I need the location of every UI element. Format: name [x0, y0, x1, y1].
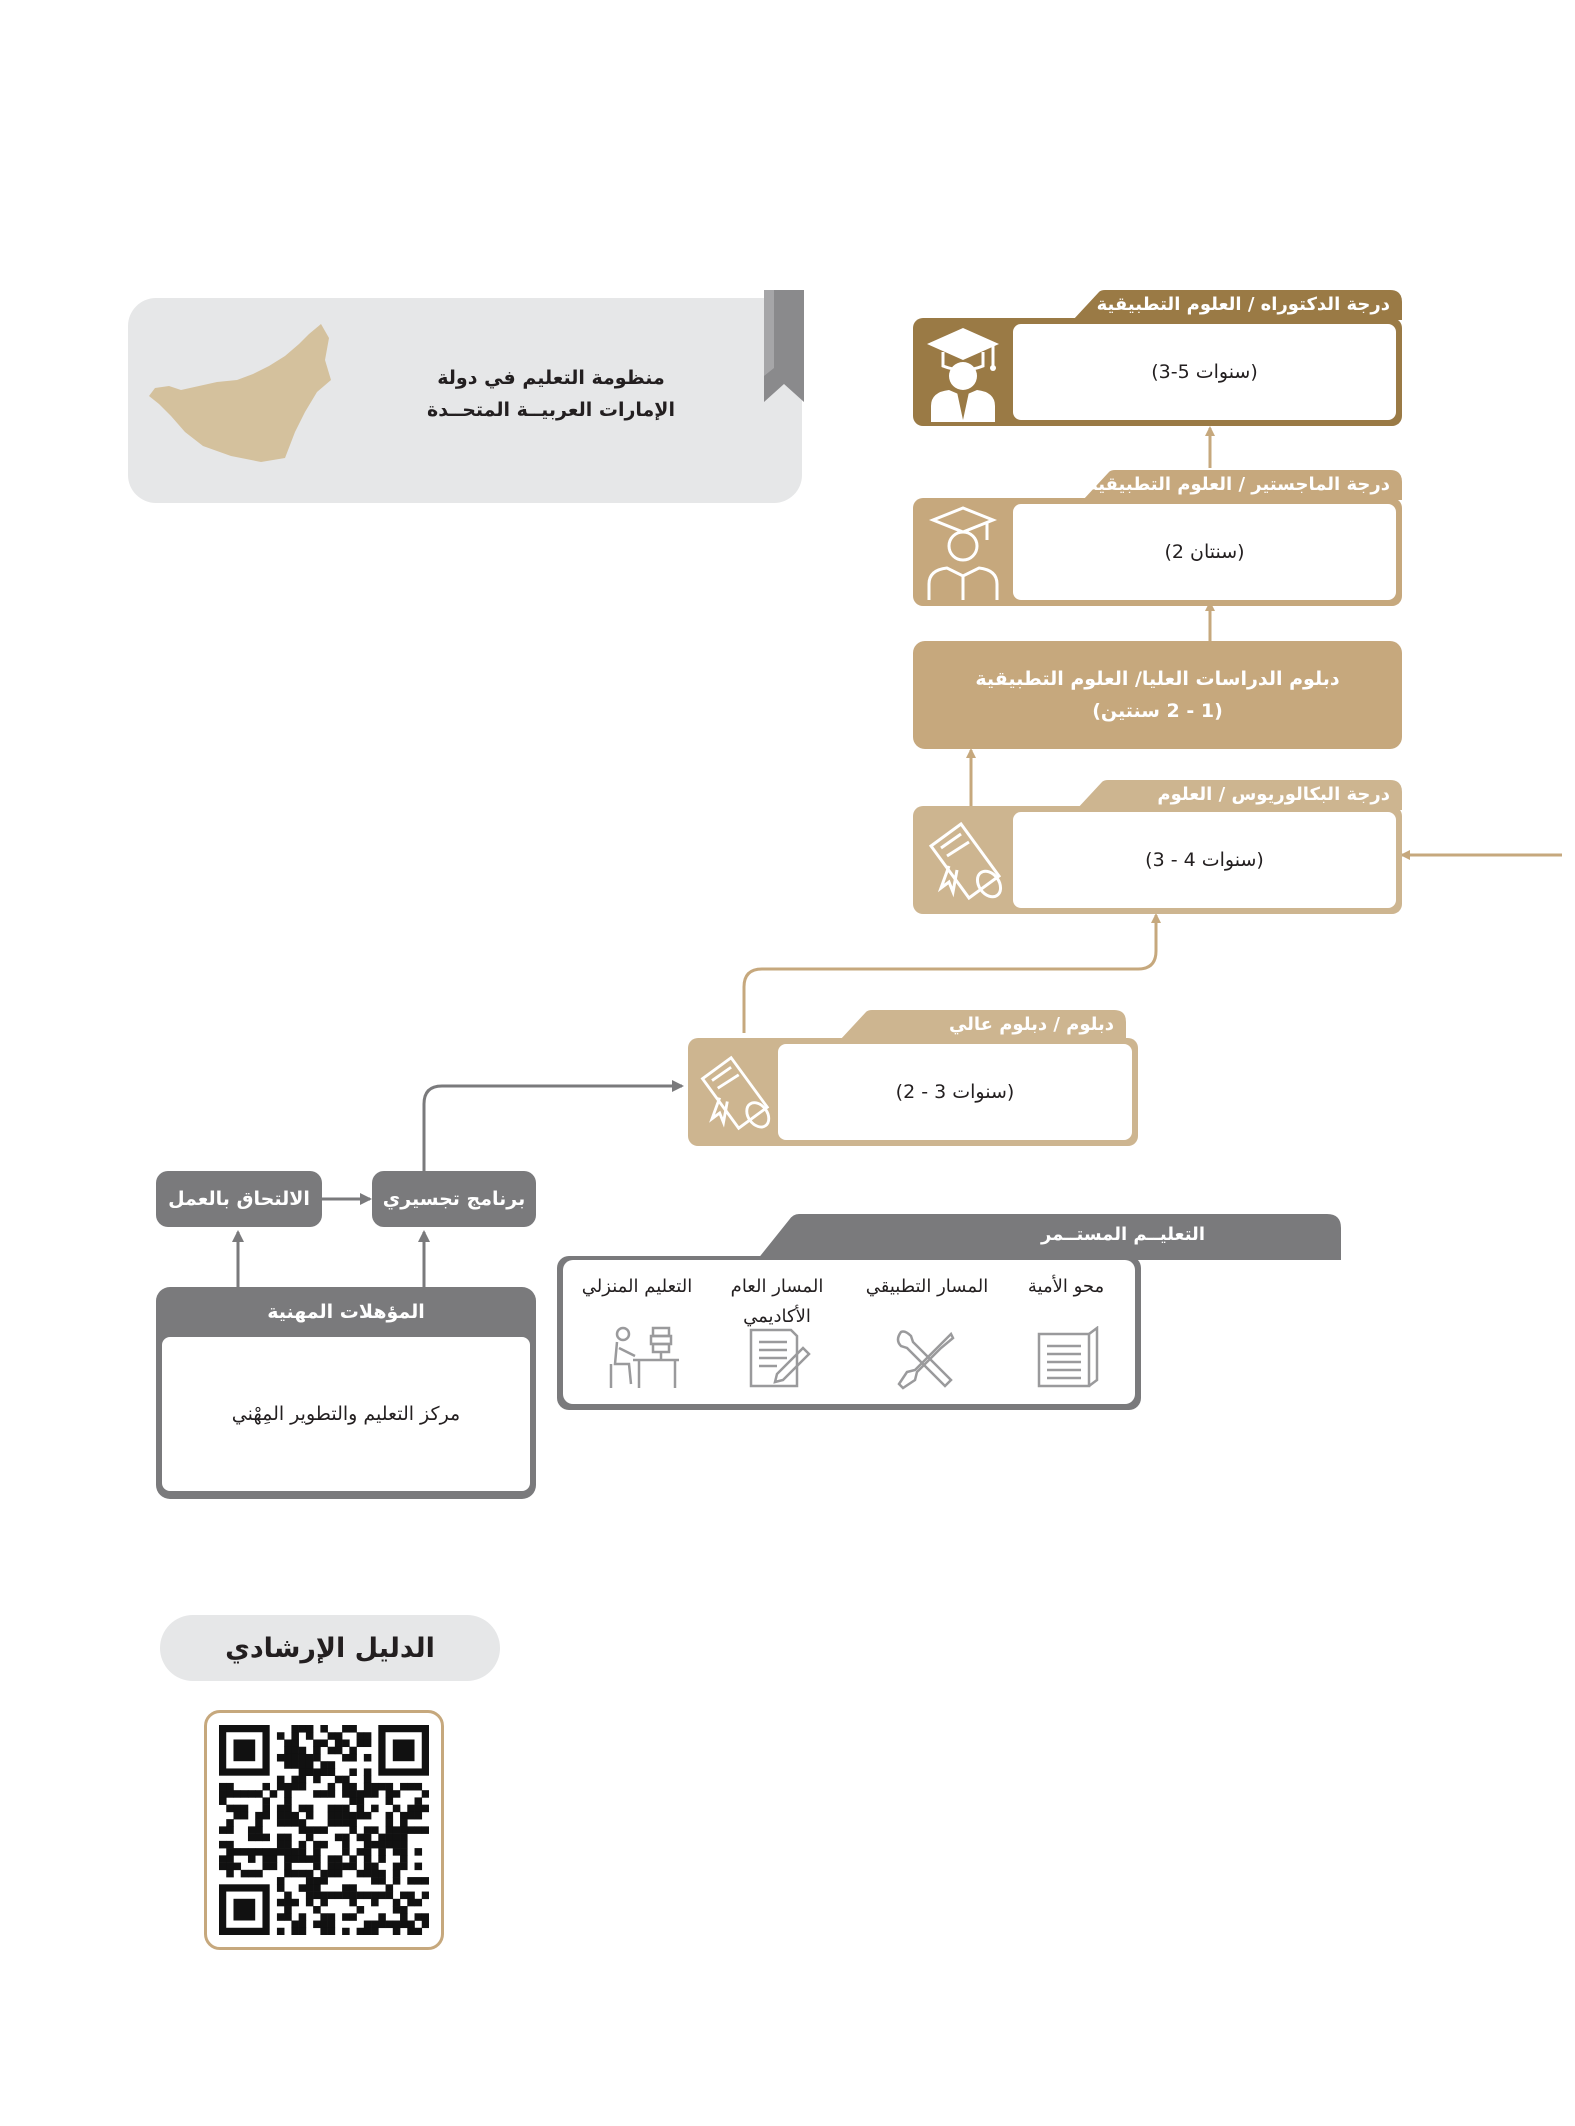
bachelor-duration: (3 - 4 سنوات)	[1013, 812, 1396, 908]
title-line-2: الإمارات العربيــة المتحــدة	[427, 399, 675, 421]
vocational-card	[156, 1287, 536, 1499]
ce-home-label: التعليم المنزلي	[581, 1276, 693, 1297]
work-entry-box: الالتحاق بالعمل	[156, 1171, 322, 1227]
pg-diploma-card	[913, 641, 1402, 749]
diploma-tab-label: دبلوم / دبلوم عالي	[948, 1014, 1114, 1035]
open-book-icon	[1035, 1326, 1101, 1388]
diploma-scroll-icon-2	[688, 1038, 778, 1146]
pg-diploma-duration: (1 - 2 سنتين)	[1092, 700, 1223, 722]
bachelor-tab-label: درجة البكالوريوس / العلوم	[1157, 784, 1390, 805]
qr-code-icon	[219, 1725, 429, 1935]
masters-tab-label: درجة الماجستير / العلوم التطبيقية	[1087, 474, 1390, 495]
masters-duration: (2 سنتان)	[1013, 504, 1396, 600]
graduate-cap-icon	[913, 318, 1013, 426]
diploma-duration: (2 - 3 سنوات)	[778, 1044, 1132, 1140]
page-title	[420, 362, 682, 426]
vocational-title: المؤهلات المهنية	[267, 1301, 425, 1323]
doctorate-duration: (3-5 سنوات)	[1013, 324, 1396, 420]
vocational-body: مركز التعليم والتطوير المِهْني	[162, 1337, 530, 1491]
graduate-icon	[913, 498, 1013, 606]
diploma-scroll-icon	[913, 806, 1013, 914]
document-pen-icon	[747, 1326, 811, 1390]
guide-label-pill: الدليل الإرشادي	[160, 1615, 500, 1681]
tools-icon	[893, 1326, 959, 1392]
bookmark-ribbon-icon	[762, 288, 806, 406]
title-line-1: منظومة التعليم في دولة	[437, 367, 665, 389]
ce-literacy-label: محو الأمية	[1027, 1276, 1105, 1297]
uae-map-icon	[145, 320, 335, 470]
bridge-program-box: برنامج تجسيري	[372, 1171, 536, 1227]
ce-applied-label: المسار التطبيقي	[865, 1276, 989, 1297]
continuing-title: التعليــم المستــمر	[1040, 1224, 1205, 1245]
arrow-bridge-to-diploma	[424, 1086, 682, 1176]
qr-code-frame[interactable]	[204, 1710, 444, 1950]
home-study-icon	[607, 1324, 683, 1392]
ce-academic-label: المسار العام الأكاديمي	[730, 1276, 824, 1327]
pg-diploma-title: دبلوم الدراسات العليا/ العلوم التطبيقية	[975, 668, 1340, 690]
doctorate-tab-label: درجة الدكتوراه / العلوم التطبيقية	[1096, 294, 1390, 315]
